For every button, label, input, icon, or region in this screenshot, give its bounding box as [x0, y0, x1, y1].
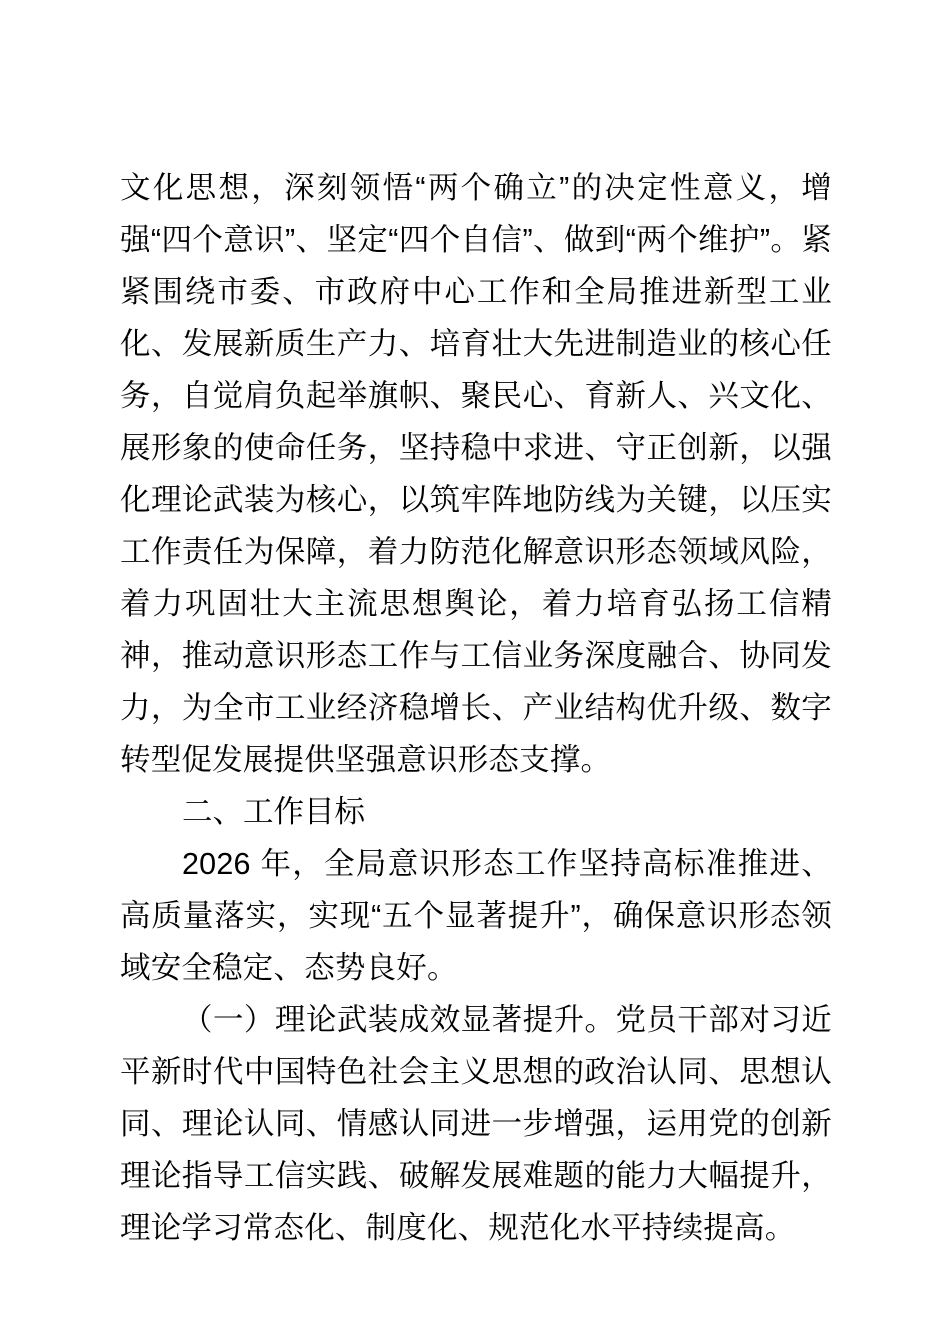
paragraph-item-one: （一）理论武装成效显著提升。党员干部对习近平新时代中国特色社会主义思想的政治认同、思想认同、理论认同、情感认同进一步增强，运用党的创新理论指导工信实践、破解发展难题的能力大幅提升，理论学习常态化、制度化、规范化水平持续提高。 — [120, 1003, 832, 1245]
document-body — [120, 162, 832, 1254]
paragraph-goal-2026: 2026 年，全局意识形态工作坚持高标准推进、高质量落实，实现“五个显著提升”，确保意识形态领域安全稳定、态势良好。 — [120, 847, 832, 985]
heading-section-two: 二、工作目标 — [182, 795, 365, 829]
paragraph-continued: 文化思想，深刻领悟“两个确立”的决定性意义，增强“四个意识”、坚定“四个自信”、做到“两个维护”。紧紧围绕市委、市政府中心工作和全局推进新型工业化、发展新质生产力、培育壮大先进制造业的核心任务，自觉肩负起举旗帜、聚民心、育新人、兴文化、展形象的使命任务，坚持稳中求进、守正创新，以强化理论武装为核心，以筑牢阵地防线为关键，以压实工作责任为保障，着力防范化解意识形态领域风险，着力巩固壮大主流思想舆论，着力培育弘扬工信精神，推动意识形态工作与工信业务深度融合、协同发力，为全市工业经济稳增长、产业结构优升级、数字转型促发展提供坚强意识形态支撑。 — [120, 171, 832, 777]
